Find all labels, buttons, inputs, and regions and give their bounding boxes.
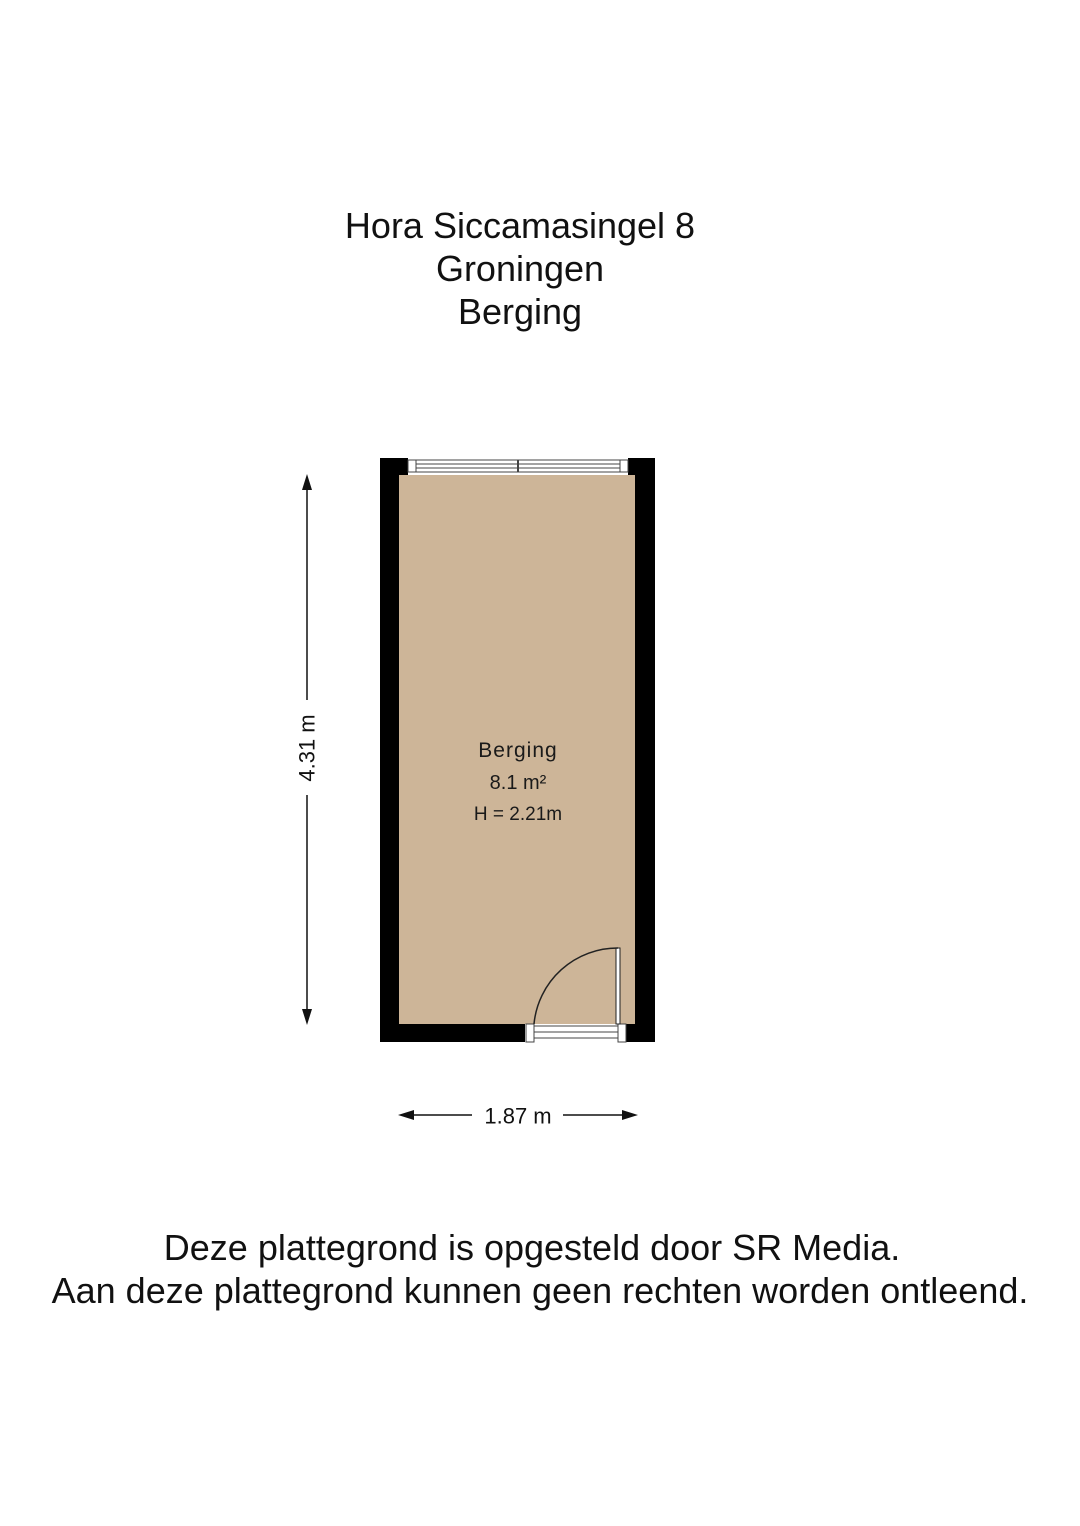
disclaimer-line-1: Deze plattegrond is opgesteld door SR Media. [163,1227,901,1268]
door-leaf [616,948,620,1024]
room-area: 8.1 m² [489,772,547,794]
wall-bottom-left [380,1024,525,1042]
dimension-depth-label: 4.31 m [294,714,320,782]
wall-top-left-stub [380,458,408,475]
wall-right [635,458,655,1042]
dimension-width-label: 1.87 m [484,1103,552,1129]
address-title: Hora Siccamasingel 8 [344,205,696,246]
room-name: Berging [478,739,558,762]
floor-title: Berging [457,291,583,332]
disclaimer [0,1226,1080,1312]
wall-bottom-right [626,1024,655,1042]
room-height: H = 2.21m [473,804,563,825]
window [408,460,628,472]
wall-top-right-stub [628,458,655,475]
city-title: Groningen [435,248,605,289]
wall-left [380,458,399,1042]
disclaimer-line-2: Aan deze plattegrond kunnen geen rechten worden ontleend. [51,1270,1029,1311]
